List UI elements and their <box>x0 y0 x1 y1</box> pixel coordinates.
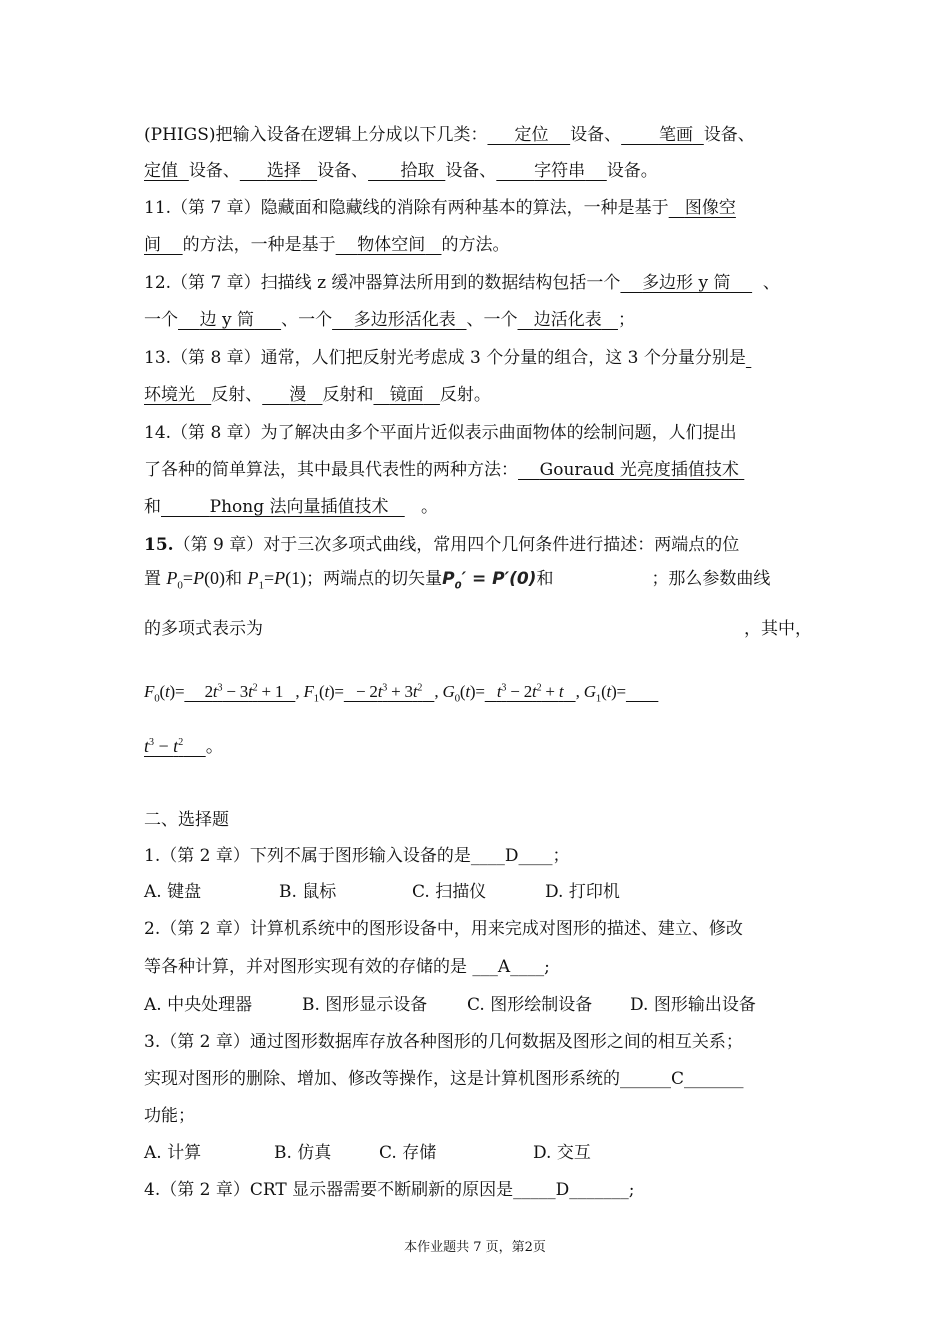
q14-line-3: 和 Phong 法向量插值技术 。 <box>144 497 438 517</box>
tangent-formula-image: $P_0' = P'(0)$ <box>442 569 537 592</box>
basis-F1: $F_1(t)= - 2t^3 + 3t^2$ , <box>303 681 439 705</box>
option-b: B. 图形显示设备 <box>302 995 428 1015</box>
option-a: A. 中央处理器 <box>144 995 253 1015</box>
q11-blank-1a: 图像空 <box>684 198 736 218</box>
choice-q2-stem-1: 2.（第 2 章）计算机系统中的图形设备中，用来完成对图形的描述、建立、修改 <box>144 919 743 939</box>
basis-F0: $F_0(t)=$ $2t^3 - 3t^2 + 1$ , <box>144 681 300 705</box>
option-b: B. 鼠标 <box>279 882 337 902</box>
q10-text: (PHIGS)把输入设备在逻辑上分成以下几类： <box>144 125 488 145</box>
choice-q1-stem: 1.（第 2 章）下列不属于图形输入设备的是____D____； <box>144 846 570 866</box>
q10-blank-2: 笔画 <box>658 125 693 145</box>
q10-blank-4: 选择 <box>266 161 301 181</box>
page-footer: 本作业题共 7 页，第2页 <box>404 1240 546 1255</box>
q13-line-2: 环境光 反射、 漫 反射和 镜面 反射。 <box>144 385 491 405</box>
choice-q4-stem: 4.（第 2 章）CRT 显示器需要不断刷新的原因是_____D_______; <box>144 1180 635 1200</box>
q10-line-2: 定值 设备、 选择 设备、 拾取 设备、 字符串 设备。 <box>144 161 658 181</box>
q15-line-3: 的多项式表示为 ，其中， <box>144 619 812 639</box>
q15-basis-G1-cont: $t^3 - t^2$ 。 <box>144 736 224 757</box>
option-c: C. 图形绘制设备 <box>467 995 593 1015</box>
choice-q3-stem-1: 3.（第 2 章）通过图形数据库存放各种图形的几何数据及图形之间的相互关系； <box>144 1032 743 1052</box>
q12-blank-4: 边活化表 <box>533 310 602 330</box>
option-b: B. 仿真 <box>274 1143 332 1163</box>
q15-line-2: 置 $P_0=P(0)$和 $P_1=P(1)$；两端点的切矢量$P_0' = P'(0)$和 ；那么参数曲线 <box>144 568 771 592</box>
q14-blank-1: Gouraud 光亮度插值技术 <box>539 460 739 480</box>
q13-blank-2: 漫 <box>289 385 307 405</box>
choice-q3-stem-2: 实现对图形的删除、增加、修改等操作，这是计算机图形系统的______C_______ <box>144 1069 744 1089</box>
choice-q3-options <box>144 1141 812 1165</box>
q15-basis-functions <box>144 676 816 710</box>
option-d: D. 交互 <box>533 1143 591 1163</box>
q13-blank-lead <box>746 348 751 368</box>
choice-q3-stem-3: 功能； <box>144 1106 195 1126</box>
option-c: C. 存储 <box>379 1143 437 1163</box>
basis-G0: $G_0(t)=$ $t^3 - 2t^2 + t$ , <box>442 681 580 705</box>
q11-blank-2: 物体空间 <box>357 235 426 255</box>
section-heading-choice: 二、选择题 <box>144 810 229 830</box>
option-d: D. 图形输出设备 <box>630 995 756 1015</box>
choice-q1-options <box>144 880 812 904</box>
option-a: A. 计算 <box>144 1143 202 1163</box>
q11-line-1: 11.（第 7 章）隐藏面和隐藏线的消除有两种基本的算法，一种是基于 图像空 <box>144 198 736 218</box>
q10-blank-1: 定位 <box>514 125 549 145</box>
q10-blank-3: 定值 <box>144 161 178 181</box>
q12-line-2: 一个 边 y 筒 、一个 多边形活化表 、一个 边活化表 ； <box>144 310 635 330</box>
option-a: A. 键盘 <box>144 882 202 902</box>
q13-line-1: 13.（第 8 章）通常，人们把反射光考虑成 3 个分量的组合，这 3 个分量分别是 <box>144 346 812 370</box>
q14-line-2: 了各种的简单算法，其中最具代表性的两种方法： Gouraud 光亮度插值技术 <box>144 458 812 482</box>
q14-blank-2: Phong 法向量插值技术 <box>209 497 389 517</box>
q13-blank-1: 环境光 <box>144 385 195 405</box>
q15-line-1: 15.（第 9 章）对于三次多项式曲线，常用四个几何条件进行描述：两端点的位 <box>144 535 740 555</box>
choice-q2-stem-2: 等各种计算，并对图形实现有效的存储的是 ___A____; <box>144 957 550 977</box>
q12-blank-1: 多边形 y 筒 <box>642 273 731 293</box>
q12-blank-2: 边 y 筒 <box>199 310 255 330</box>
q10-blank-6: 字符串 <box>534 161 586 181</box>
q10-line-1: (PHIGS)把输入设备在逻辑上分成以下几类： 定位 设备、 笔画 设备、 <box>144 125 755 145</box>
choice-q2-options <box>144 993 812 1017</box>
q10-blank-5: 拾取 <box>400 161 435 181</box>
q11-line-2: 间 的方法，一种是基于 物体空间 的方法。 <box>144 235 510 255</box>
q12-line-1: 12.（第 7 章）扫描线 z 缓冲器算法所用到的数据结构包括一个 多边形 y 筒 、 <box>144 273 780 293</box>
option-c: C. 扫描仪 <box>412 882 487 902</box>
basis-G1: $G_1(t)=$ <box>583 681 626 705</box>
q13-blank-3: 镜面 <box>389 385 424 405</box>
q14-line-1: 14.（第 8 章）为了解决由多个平面片近似表示曲面物体的绘制问题，人们提出 <box>144 423 737 443</box>
q11-blank-1b: 间 <box>144 235 161 255</box>
q12-blank-3: 多边形活化表 <box>353 310 456 330</box>
q15-number: 15. <box>144 535 174 555</box>
option-d: D. 打印机 <box>545 882 620 902</box>
